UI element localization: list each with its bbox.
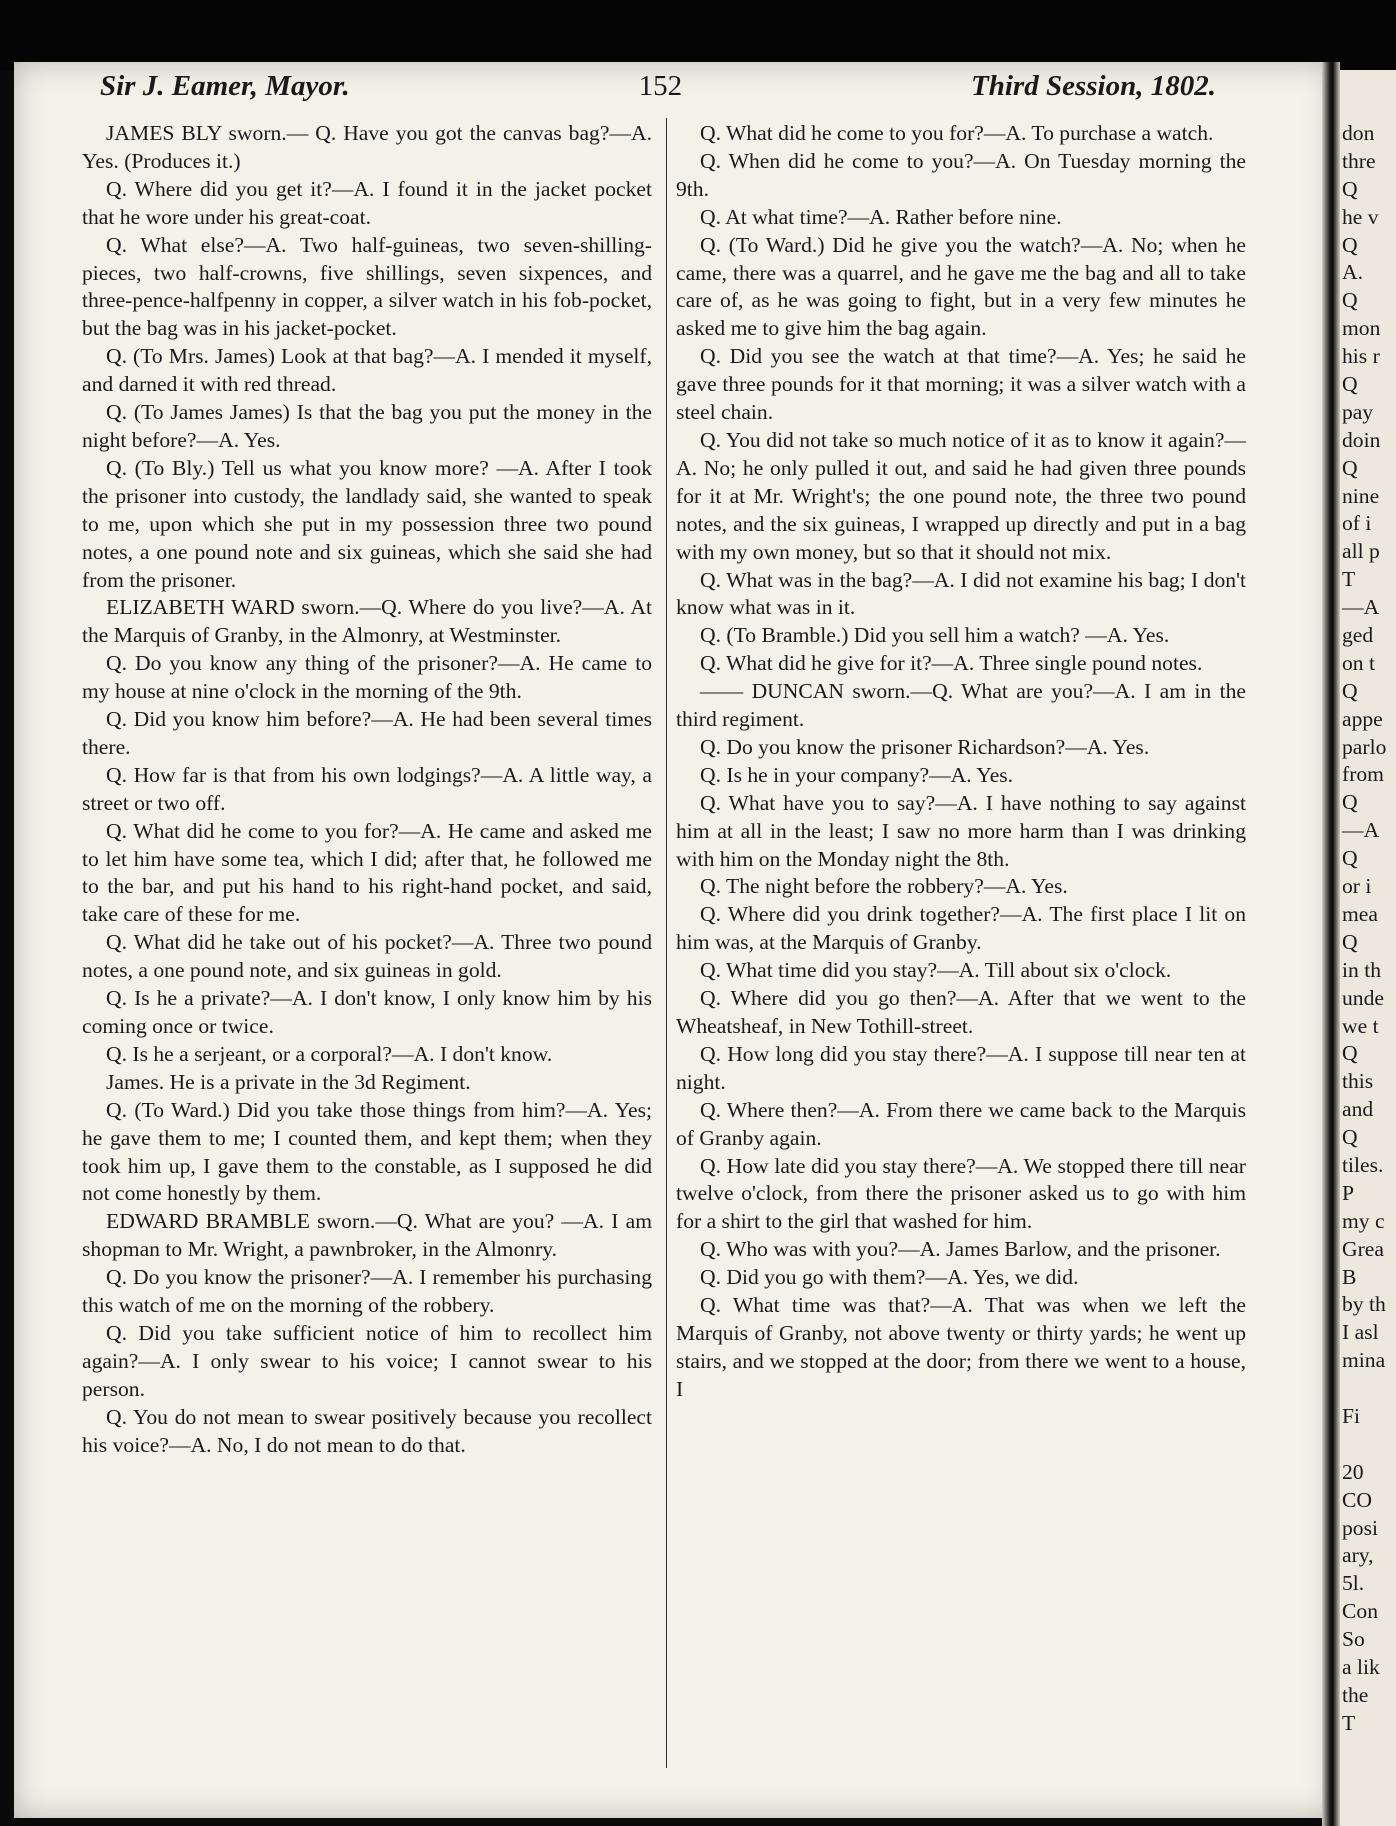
fragment-line: posi — [1342, 1515, 1378, 1540]
paragraph: Q. What else?—A. Two half-guineas, two seven-shilling-pieces, two half-crowns, five shillings, seven sixpences, and three-pence-halfpenny in copper, a silver watch in his fob-pocket, but the bag was in his jacket-pocket. — [82, 232, 652, 341]
fragment-line: T — [1342, 1710, 1356, 1735]
paragraph: Q. (To Ward.) Did you take those things from him?—A. Yes; he gave them to me; I counted them, and kept them; when they took him up, I gave them to the constable, as I supposed he did not come honestly by them. — [82, 1097, 652, 1206]
fragment-line — [1342, 1431, 1396, 1459]
paragraph: Q. Where then?—A. From there we came back to the Marquis of Granby again. — [676, 1097, 1246, 1150]
fragment-line — [1342, 1375, 1396, 1403]
fragment-line: doin — [1342, 427, 1381, 452]
fragment-line: mea — [1342, 901, 1378, 926]
fragment-line: on t — [1342, 650, 1375, 675]
paragraph: Q. How late did you stay there?—A. We stopped there till near twelve o'clock, from there the prisoner asked us to go with him for a shirt to the girl that washed for him. — [676, 1153, 1246, 1234]
fragment-line: T — [1342, 567, 1356, 592]
fragment-line: a lik — [1342, 1654, 1380, 1679]
paragraph: Q. Who was with you?—A. James Barlow, and the prisoner. — [700, 1237, 1221, 1262]
fragment-line: B — [1342, 1264, 1357, 1289]
fragment-line: or i — [1342, 874, 1372, 899]
paragraph: Q. What was in the bag?—A. I did not examine his bag; I don't know what was in it. — [676, 567, 1246, 620]
paragraph: Q. What time did you stay?—A. Till about six o'clock. — [700, 958, 1172, 983]
paragraph: Q. Did you take sufficient notice of him to recollect him again?—A. I only swear to his voice; I cannot swear to his person. — [82, 1320, 652, 1401]
adjacent-page-fragment — [1340, 70, 1396, 1826]
fragment-line: Q — [1342, 1041, 1358, 1066]
fragment-line: don — [1342, 121, 1375, 145]
fragment-line: the — [1342, 1682, 1369, 1707]
paragraph: Q. When did he come to you?—A. On Tuesday morning the 9th. — [676, 148, 1246, 201]
fragment-line: 20 — [1342, 1459, 1364, 1484]
paragraph: Q. What have you to say?—A. I have nothing to say against him at all in the least; I saw no more harm than I was drinking with him on the Monday night the 8th. — [676, 790, 1246, 871]
fragment-line: mina — [1342, 1348, 1386, 1373]
fragment-line: Con — [1342, 1599, 1378, 1624]
adjacent-page-text — [1340, 70, 1396, 1738]
paragraph: Q. What did he take out of his pocket?—A. Three two pound notes, a one pound note, and six guineas in gold. — [82, 930, 652, 983]
fragment-line: he v — [1342, 204, 1379, 229]
fragment-line: P — [1342, 1180, 1355, 1205]
paragraph: Q. Is he a private?—A. I don't know, I only know him by his coming once or twice. — [82, 986, 652, 1038]
fragment-line: ary, — [1342, 1543, 1374, 1568]
fragment-line: Q — [1342, 790, 1358, 815]
header-left: Sir J. Eamer, Mayor. — [100, 70, 350, 102]
paragraph: Q. What did he come to you for?—A. He came and asked me to let him have some tea, which I did; after that, he followed me to the bar, and put his hand to his right-hand pocket, and said, take care of these for me. — [82, 818, 652, 927]
fragment-line: nine — [1342, 483, 1380, 508]
paragraph: Q. (To James James) Is that the bag you put the money in the night before?—A. Yes. — [82, 400, 652, 452]
paragraph: Q. How far is that from his own lodgings?—A. A little way, a street or two off. — [82, 762, 652, 815]
paragraph: Q. (To Ward.) Did he give you the watch?—A. No; when he came, there was a quarrel, and he gave me the bag and all to take care of, as he was going to fight, but in a very few minutes he asked me to give him the bag again. — [676, 232, 1246, 341]
fragment-line: CO — [1342, 1487, 1372, 1512]
fragment-line: thre — [1342, 148, 1376, 173]
page-number: 152 — [638, 70, 683, 102]
paragraph: James. He is a private in the 3d Regiment. — [106, 1069, 471, 1094]
fragment-line: Grea — [1342, 1236, 1384, 1261]
scan-border — [0, 0, 1396, 70]
fragment-line: we t — [1342, 1013, 1379, 1038]
paragraph: Q. Did you know him before?—A. He had been several times there. — [82, 707, 652, 759]
fragment-line: Q — [1342, 372, 1358, 397]
fragment-line: appe — [1342, 706, 1383, 731]
paragraph: Q. At what time?—A. Rather before nine. — [700, 204, 1062, 229]
fragment-line: his r — [1342, 344, 1380, 369]
paragraph: Q. Where did you go then?—A. After that we went to the Wheatsheaf, in New Tothill-street. — [676, 986, 1246, 1038]
fragment-line: —A — [1342, 818, 1380, 843]
fragment-line: in th — [1342, 957, 1381, 982]
fragment-line: parlo — [1342, 734, 1387, 759]
fragment-line: Q — [1342, 929, 1358, 954]
paragraph: Q. Is he in your company?—A. Yes. — [700, 762, 1014, 787]
fragment-line: A. — [1342, 260, 1363, 285]
paragraph: —— DUNCAN sworn.—Q. What are you?—A. I am in the third regiment. — [676, 679, 1246, 732]
paragraph: Q. What time was that?—A. That was when we left the Marquis of Granby, not above twenty or thirty yards; he went up stairs, and we stopped at the door; from there we went to a house, I — [676, 1293, 1246, 1401]
paragraph: EDWARD BRAMBLE sworn.—Q. What are you? —A. I am shopman to Mr. Wright, a pawnbroker, in the Almonry. — [82, 1209, 652, 1262]
paragraph: Q. Is he a serjeant, or a corporal?—A. I don't know. — [106, 1041, 553, 1066]
paragraph: Q. Where did you get it?—A. I found it in the jacket pocket that he wore under his great-coat. — [82, 176, 652, 229]
paragraph: Q. What did he give for it?—A. Three single pound notes. — [700, 651, 1203, 676]
fragment-line: Q — [1342, 176, 1358, 201]
fragment-line: and — [1342, 1097, 1374, 1122]
fragment-line: Q — [1342, 846, 1358, 871]
paragraph: Q. (To Mrs. James) Look at that bag?—A. I mended it myself, and darned it with red thread. — [82, 344, 652, 397]
fragment-line: Q — [1342, 288, 1358, 313]
paragraph: ELIZABETH WARD sworn.—Q. Where do you live?—A. At the Marquis of Granby, in the Almonry, at Westminster. — [82, 595, 652, 648]
fragment-line: this — [1342, 1069, 1374, 1094]
book-gutter — [1322, 62, 1340, 1826]
fragment-line: 5l. — [1342, 1571, 1365, 1596]
fragment-line: all p — [1342, 539, 1380, 564]
fragment-line: —A — [1342, 595, 1380, 620]
fragment-line: by th — [1342, 1292, 1386, 1317]
fragment-line: I asl — [1342, 1320, 1379, 1345]
paragraph: Q. The night before the robbery?—A. Yes. — [700, 874, 1068, 899]
running-head — [100, 70, 1216, 114]
paragraph: Q. Where did you drink together?—A. The first place I lit on him was, at the Marquis of Granby. — [676, 902, 1246, 955]
fragment-line: tiles. — [1342, 1152, 1384, 1177]
fragment-line: Q — [1342, 455, 1358, 480]
paragraph: Q. (To Bly.) Tell us what you know more? —A. After I took the prisoner into custody, the landlady said, she wanted to speak to me, upon which she put in my possession three two pound notes, a one pound note and six guineas, which she said she had from the prisoner. — [82, 455, 652, 592]
paragraph: Q. Do you know the prisoner?—A. I remember his purchasing this watch of me on the morning of the robbery. — [82, 1265, 652, 1318]
paragraph: JAMES BLY sworn.— Q. Have you got the canvas bag?—A. Yes. (Produces it.) — [82, 121, 652, 173]
paragraph: Q. You do not mean to swear positively because you recollect his voice?—A. No, I do not mean to do that. — [82, 1404, 652, 1457]
fragment-line: So — [1342, 1627, 1365, 1652]
fragment-line: pay — [1342, 399, 1374, 424]
fragment-line: Q — [1342, 678, 1358, 703]
fragment-line: ged — [1342, 623, 1374, 648]
paragraph: Q. (To Bramble.) Did you sell him a watch? —A. Yes. — [700, 623, 1170, 648]
fragment-line: Fi — [1342, 1403, 1361, 1428]
fragment-line: Q — [1342, 1125, 1358, 1150]
paragraph: Q. You did not take so much notice of it as to know it again?—A. No; he only pulled it out, and said he had given three pounds for it at Mr. Wright's; the one pound note, the three two pound notes, and the six guineas, I wrapped up directly and put in a bag with my own money, but so that it should not mix. — [676, 427, 1246, 564]
fragment-line: Q — [1342, 232, 1358, 257]
paragraph: Q. Did you see the watch at that time?—A. Yes; he said he gave three pounds for it that morning; it was a silver watch with a steel chain. — [676, 344, 1246, 425]
left-column — [82, 120, 652, 1460]
paragraph: Q. How long did you stay there?—A. I suppose till near ten at night. — [676, 1041, 1246, 1094]
paragraph: Q. Do you know any thing of the prisoner?—A. He came to my house at nine o'clock in the morning of the 9th. — [82, 651, 652, 704]
header-right: Third Session, 1802. — [971, 70, 1216, 102]
fragment-line: from — [1342, 762, 1384, 787]
paragraph: Q. Do you know the prisoner Richardson?—A. Yes. — [700, 734, 1150, 759]
fragment-line: mon — [1342, 316, 1381, 341]
column-divider — [666, 118, 667, 1768]
fragment-line: of i — [1342, 511, 1372, 536]
right-column — [676, 120, 1246, 1404]
fragment-line: unde — [1342, 985, 1384, 1010]
paragraph: Q. Did you go with them?—A. Yes, we did. — [700, 1265, 1079, 1290]
paragraph: Q. What did he come to you for?—A. To purchase a watch. — [700, 121, 1214, 145]
fragment-line: my c — [1342, 1208, 1385, 1233]
